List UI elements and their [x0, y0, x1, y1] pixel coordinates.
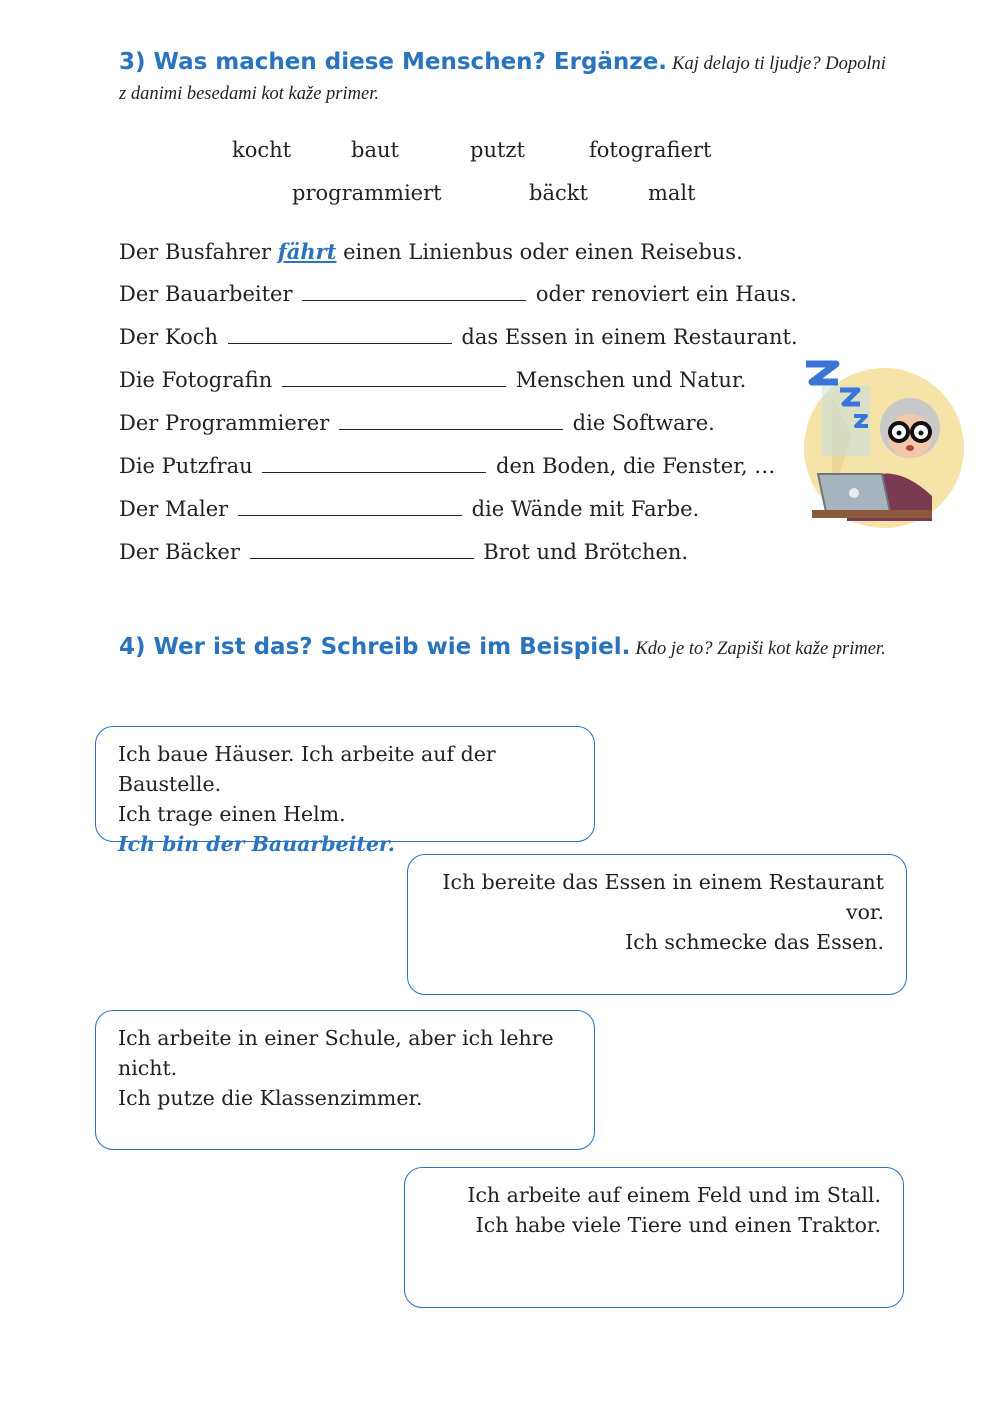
- fill-in-sentence: [119, 368, 746, 392]
- sentence-end: das Essen in einem Restaurant.: [461, 325, 798, 349]
- answer-blank[interactable]: [228, 327, 452, 344]
- fill-in-sentence: [119, 540, 688, 564]
- word-bank-item[interactable]: malt: [648, 181, 696, 205]
- sentence-end: Menschen und Natur.: [515, 368, 747, 392]
- speech-box[interactable]: [95, 1010, 595, 1150]
- speech-box[interactable]: [404, 1167, 904, 1308]
- word-bank-item[interactable]: putzt: [470, 138, 525, 162]
- word-bank-item[interactable]: kocht: [232, 138, 292, 162]
- sentence-start: Die Putzfrau: [119, 454, 253, 478]
- sentence-start: Der Bauarbeiter: [119, 282, 293, 306]
- exercise-4-title: [119, 633, 889, 664]
- word-bank-item[interactable]: bäckt: [529, 181, 588, 205]
- speech-line: Ich putze die Klassenzimmer.: [118, 1086, 423, 1110]
- speech-line: Ich baue Häuser. Ich arbeite auf der Baustelle.: [118, 742, 496, 796]
- exercise-3-heading: 3) Was machen diese Menschen? Ergänze.: [119, 49, 668, 75]
- answer-blank[interactable]: [238, 499, 462, 516]
- sentence-start: Der Programmierer: [119, 411, 330, 435]
- sentence-start: Der Busfahrer: [119, 240, 278, 264]
- word-bank-item[interactable]: fotografiert: [589, 138, 712, 162]
- answer-blank[interactable]: [339, 413, 563, 430]
- answer-blank[interactable]: [262, 456, 486, 473]
- answer-blank[interactable]: [250, 542, 474, 559]
- speech-line: Ich bereite das Essen in einem Restaurant vor.: [442, 870, 884, 924]
- speech-line: Ich arbeite in einer Schule, aber ich lehre nicht.: [118, 1026, 554, 1080]
- speech-line: Ich schmecke das Essen.: [625, 930, 884, 954]
- word-bank-item[interactable]: programmiert: [292, 181, 442, 205]
- sentence-end: Brot und Brötchen.: [483, 540, 689, 564]
- speech-line: Ich arbeite auf einem Feld und im Stall.: [467, 1183, 881, 1207]
- example-answer: Ich bin der Bauarbeiter.: [118, 832, 395, 856]
- sentence-end: den Boden, die Fenster, …: [496, 454, 776, 478]
- exercise-3-instruction: Kaj delajo ti ljudje? Dopolni z danimi besedami kot kaže primer.: [119, 54, 886, 104]
- speech-line: Ich trage einen Helm.: [118, 802, 346, 826]
- answer-blank[interactable]: [302, 284, 526, 301]
- sleepy-grandma-laptop-icon: [792, 356, 970, 536]
- sentence-start: Die Fotografin: [119, 368, 273, 392]
- example-sentence: [119, 239, 743, 264]
- example-answer: fährt: [277, 239, 337, 264]
- exercise-3-title: [119, 48, 889, 109]
- fill-in-sentence: [119, 454, 775, 478]
- word-bank-item[interactable]: baut: [351, 138, 399, 162]
- sentence-start: Der Maler: [119, 497, 229, 521]
- answer-blank[interactable]: [282, 370, 506, 387]
- sentence-end: die Wände mit Farbe.: [471, 497, 700, 521]
- exercise-4-heading: 4) Wer ist das? Schreib wie im Beispiel.: [119, 634, 631, 660]
- speech-line: Ich habe viele Tiere und einen Traktor.: [475, 1213, 881, 1237]
- sentence-end: oder renoviert ein Haus.: [535, 282, 798, 306]
- sentence-end: einen Linienbus oder einen Reisebus.: [336, 240, 743, 264]
- sentence-end: die Software.: [572, 411, 715, 435]
- exercise-4-instruction: Kdo je to? Zapiši kot kaže primer.: [635, 639, 886, 659]
- sentence-start: Der Bäcker: [119, 540, 240, 564]
- speech-box: [95, 726, 595, 856]
- fill-in-sentence: [119, 497, 699, 521]
- fill-in-sentence: [119, 411, 715, 435]
- sentence-start: Der Koch: [119, 325, 219, 349]
- fill-in-sentence: [119, 282, 797, 306]
- fill-in-sentence: [119, 325, 798, 349]
- speech-box[interactable]: [407, 854, 907, 995]
